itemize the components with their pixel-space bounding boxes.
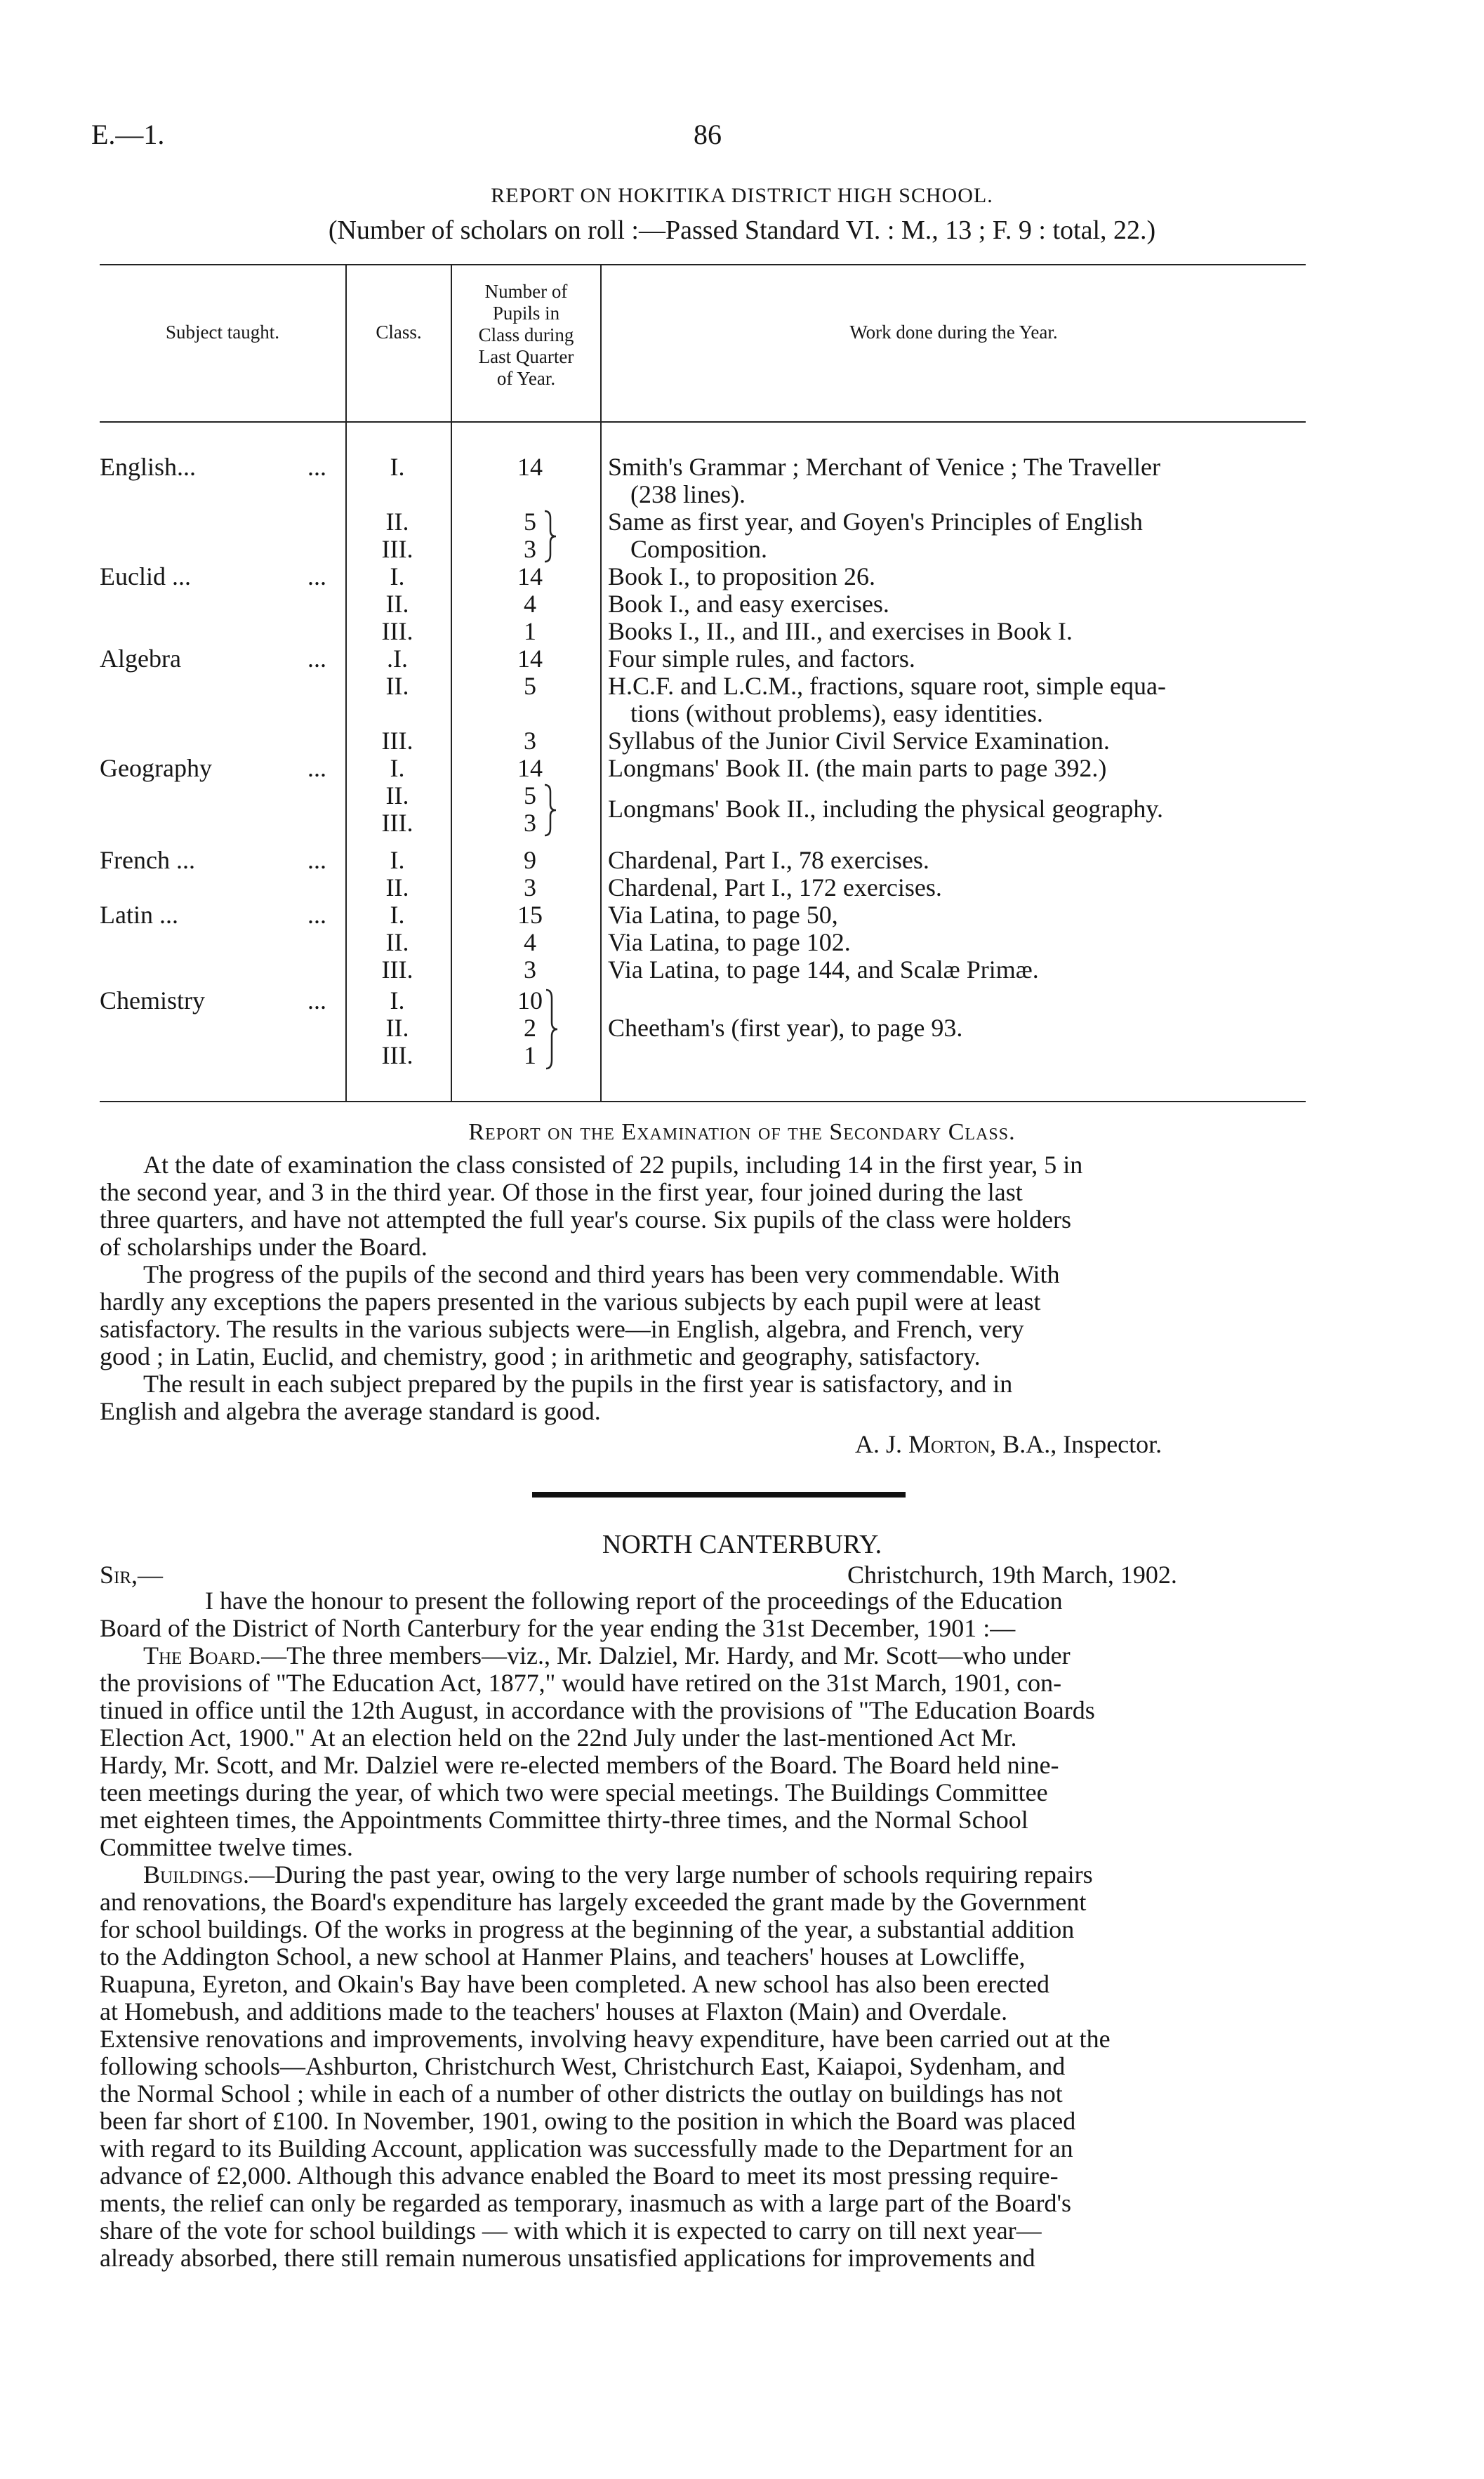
header-work: Work done during the Year.: [849, 322, 1058, 343]
table-row: II. 4 Book I., and easy exercises.: [385, 590, 889, 618]
page-number: 86: [694, 119, 722, 150]
table-row: Geography ... I. 14 Longmans' Book II. (the main parts to page 392.): [100, 754, 1107, 782]
table-row: Latin ... ... I. 15 Via Latina, to page 50,: [100, 901, 838, 929]
inspector-signature: A. J. Morton, B.A., Inspector.: [855, 1430, 1162, 1458]
table-row: II. 4 Via Latina, to page 102.: [385, 928, 851, 956]
table-row: III. 3 Composition.: [381, 535, 768, 563]
table-row: III. 1: [381, 1041, 536, 1069]
table-header-rule: [100, 421, 1306, 423]
table-row: III. 3: [381, 809, 536, 837]
table-row: II. 5 Same as first year, and Goyen's Principles of English: [385, 508, 1143, 536]
table-row: French ... ... I. 9 Chardenal, Part I., 78 exercises.: [100, 846, 929, 874]
report-subtitle: (Number of scholars on roll :—Passed Standard VI. : M., 13 ; F. 9 : total, 22.): [328, 216, 1156, 245]
table-row: Algebra ... .I. 14 Four simple rules, and factors.: [100, 644, 915, 673]
examination-paragraph: At the date of examination the class consisted of 22 pupils, including 14 in the first year, 5 in the second year, and 3 in the third year. Of those in the first year, four joined during the last three quarters, and have not attempted the full year's course. Six pupils of the class were holders of scholarships under the Board.: [100, 1151, 1083, 1261]
header-pupils: Number of Pupils in Class during Last Quarter of Year.: [478, 281, 574, 389]
table-row: (238 lines).: [630, 480, 746, 508]
place-date: Christchurch, 19th March, 1902.: [847, 1561, 1177, 1589]
table-row: Euclid ... ... I. 14 Book I., to proposition 26.: [100, 562, 876, 590]
report-title: REPORT ON HOKITIKA DISTRICT HIGH SCHOOL.: [491, 184, 993, 207]
brace-icon: [543, 989, 560, 1070]
header-subject: Subject taught.: [166, 322, 279, 343]
table-top-rule: [100, 264, 1306, 265]
examination-paragraph: The progress of the pupils of the second and third years has been very commendable. With hardly any exceptions the papers presented in the various subjects by each pupil were at least satisfactory. The results in the various subjects were—in English, algebra, and French, very good ; in Latin, Euclid, and chemistry, good ; in arithmetic and geography, satisfactory.: [100, 1260, 1060, 1370]
table-row: III. 1 Books I., II., and III., and exercises in Book I.: [381, 617, 1073, 645]
table-row: III. 3 Syllabus of the Junior Civil Service Examination.: [381, 727, 1110, 755]
section-heading: NORTH CANTERBURY.: [602, 1530, 882, 1559]
table-row-combined: Cheetham's (first year), to page 93.: [608, 1014, 963, 1042]
table-row: Chemistry ... I. 10: [100, 986, 543, 1014]
brace-icon: [542, 784, 559, 837]
table-row: II. 5 H.C.F. and L.C.M., fractions, square root, simple equa-: [385, 672, 1166, 700]
document-reference: E.—1.: [91, 119, 165, 150]
table-row: tions (without problems), easy identities.: [630, 699, 1043, 727]
table-row-combined: Longmans' Book II., including the physical geography.: [608, 795, 1163, 823]
table-row: English... ... I. 14 Smith's Grammar ; Merchant of Venice ; The Traveller: [100, 453, 1160, 481]
table-row: III. 3 Via Latina, to page 144, and Scalæ Primæ.: [381, 956, 1039, 984]
table-row: II. 2: [385, 1014, 536, 1042]
table-row: II. 5: [385, 781, 536, 809]
salutation: Sir,—: [100, 1561, 164, 1589]
table-bottom-rule: [100, 1101, 1306, 1102]
intro-paragraph: I have the honour to present the following report of the proceedings of the Education Board of the District of North Canterbury for the year ending the 31st December, 1901 :—: [100, 1587, 1063, 1642]
table-row: II. 3 Chardenal, Part I., 172 exercises.: [385, 873, 942, 901]
section-divider: [532, 1492, 906, 1498]
header-class: Class.: [376, 322, 422, 343]
brace-icon: [542, 510, 559, 563]
examination-heading: Report on the Examination of the Secondary Class.: [468, 1119, 1016, 1145]
buildings-paragraph: Buildings.—During the past year, owing to the very large number of schools requiring repairs and renovations, the Board's expenditure has largely exceeded the grant made by the Government for school buildings. Of the works in progress at the beginning of the year, a substantial addition to the Addington School, a new school at Hanmer Plains, and teachers' houses at Lowcliffe, Ruapuna, Eyreton, and Okain's Bay have been completed. A new school has also been erected at Homebush, and additions made to the teachers' houses at Flaxton (Main) and Overdale. Extensive renovations and improvements, involving heavy expenditure, have been carried out at the following schools—Ashburton, Christchurch West, Christchurch East, Kaiapoi, Sydenham, and the Normal School ; while in each of a number of other districts the outlay on buildings has not been far short of £100. In November, 1901, owing to the position in which the Board was placed with regard to its Building Account, application was successfully made to the Department for an advance of £2,000. Although this advance enabled the Board to meet its most pressing require- ments, the relief can only be regarded as temporary, inasmuch as with a large part of the Board's share of the vote for school buildings — with which it is expected to carry on till next year— already absorbed, there still remain numerous unsatisfied applications for improvements and: [100, 1860, 1111, 2272]
board-paragraph: The Board.—The three members—viz., Mr. Dalziel, Mr. Hardy, and Mr. Scott—who under the provisions of "The Education Act, 1877," would have retired on the 31st March, 1901, con- tinued in office until the 12th August, in accordance with the provisions of "The Education Boards Election Act, 1900." At an election held on the 22nd July under the last-mentioned Act Mr. Hardy, Mr. Scott, and Mr. Dalziel were re-elected members of the Board. The Board held nine- teen meetings during the year, of which two were special meetings. The Buildings Committee met eighteen times, the Appointments Committee thirty-three times, and the Normal School Committee twelve times.: [100, 1641, 1095, 1861]
examination-paragraph: The result in each subject prepared by the pupils in the first year is satisfactory, and in English and algebra the average standard is good.: [100, 1370, 1013, 1425]
